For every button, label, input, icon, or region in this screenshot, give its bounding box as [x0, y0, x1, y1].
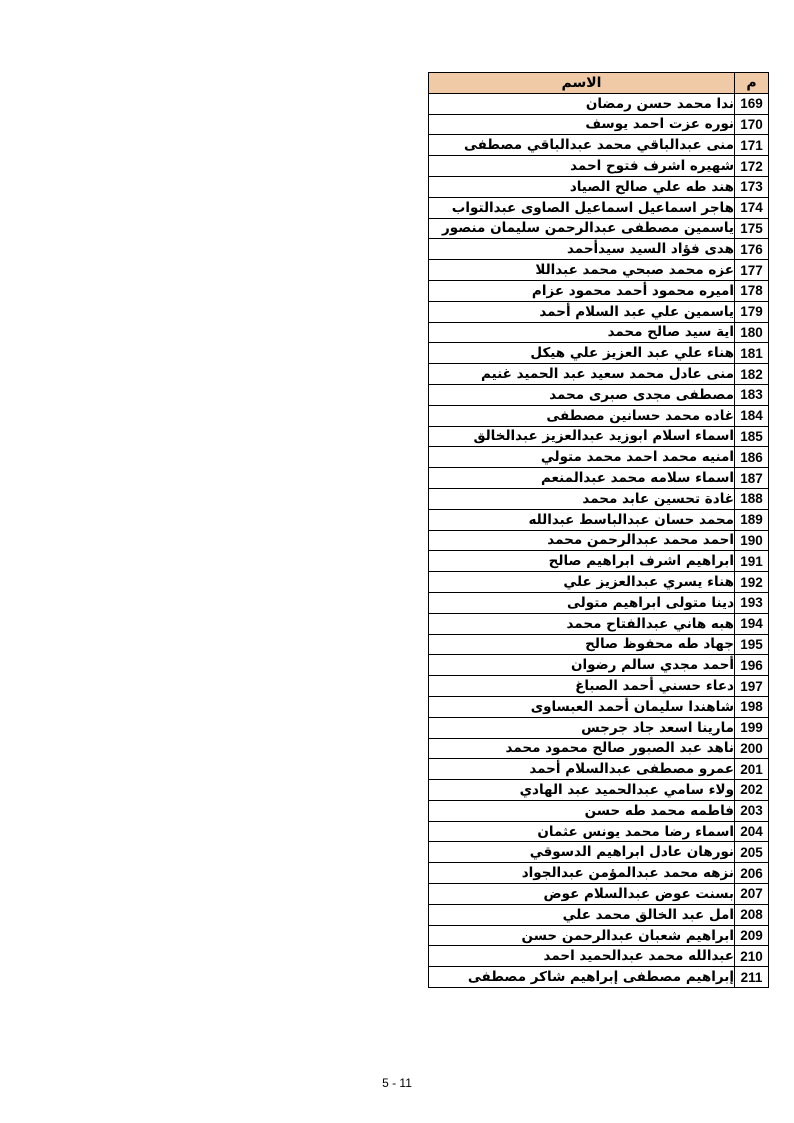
table-row — [429, 301, 769, 322]
table-row — [429, 904, 769, 925]
row-name: أحمد مجدي سالم رضوان — [429, 655, 735, 676]
row-name: مصطفى مجدى صبرى محمد — [429, 384, 735, 405]
header-row — [429, 73, 769, 94]
table-row — [429, 800, 769, 821]
row-name: دعاء حسني أحمد الصباغ — [429, 676, 735, 697]
table-row — [429, 384, 769, 405]
row-name: نزهه محمد عبدالمؤمن عبدالجواد — [429, 863, 735, 884]
row-name: اية سيد صالح محمد — [429, 322, 735, 343]
row-name: نورهان عادل ابراهيم الدسوقي — [429, 842, 735, 863]
table-row — [429, 572, 769, 593]
row-number: 183 — [735, 384, 769, 405]
row-name: غادة تحسين عابد محمد — [429, 488, 735, 509]
table-row — [429, 260, 769, 281]
row-name: ياسمين علي عبد السلام أحمد — [429, 301, 735, 322]
table-row — [429, 842, 769, 863]
row-number: 196 — [735, 655, 769, 676]
row-name: اسماء رضا محمد يونس عثمان — [429, 821, 735, 842]
row-number: 197 — [735, 676, 769, 697]
row-number: 173 — [735, 176, 769, 197]
row-name: دينا متولى ابراهيم متولى — [429, 592, 735, 613]
table-row — [429, 592, 769, 613]
row-name: عمرو مصطفى عبدالسلام أحمد — [429, 759, 735, 780]
table-row — [429, 114, 769, 135]
row-number: 204 — [735, 821, 769, 842]
row-number: 191 — [735, 551, 769, 572]
row-name: عبدالله محمد عبدالحميد احمد — [429, 946, 735, 967]
row-number: 172 — [735, 156, 769, 177]
row-number: 181 — [735, 343, 769, 364]
table-row — [429, 509, 769, 530]
page-number: 5 - 11 — [382, 1076, 412, 1090]
table-header — [429, 73, 769, 94]
row-name: عزه محمد صبحي محمد عبداللا — [429, 260, 735, 281]
row-name: غاده محمد حسانين مصطفى — [429, 405, 735, 426]
table-row — [429, 488, 769, 509]
row-number: 199 — [735, 717, 769, 738]
row-name: ولاء سامي عبدالحميد عبد الهادي — [429, 780, 735, 801]
row-number: 184 — [735, 405, 769, 426]
table-row — [429, 135, 769, 156]
row-number: 190 — [735, 530, 769, 551]
row-number: 182 — [735, 364, 769, 385]
row-name: ندا محمد حسن رمضان — [429, 93, 735, 114]
row-number: 170 — [735, 114, 769, 135]
row-name: امل عبد الخالق محمد علي — [429, 904, 735, 925]
row-name: هناء يسري عبدالعزيز علي — [429, 572, 735, 593]
row-number: 206 — [735, 863, 769, 884]
row-name: مارينا اسعد جاد جرجس — [429, 717, 735, 738]
table-row — [429, 613, 769, 634]
row-name: امنيه محمد احمد محمد متولي — [429, 447, 735, 468]
table-row — [429, 218, 769, 239]
row-name: إبراهيم مصطفى إبراهيم شاكر مصطفى — [429, 967, 735, 988]
table-row — [429, 884, 769, 905]
table-row — [429, 655, 769, 676]
table-row — [429, 322, 769, 343]
row-number: 207 — [735, 884, 769, 905]
table-row — [429, 738, 769, 759]
names-table — [428, 72, 769, 988]
row-name: محمد حسان عبدالباسط عبدالله — [429, 509, 735, 530]
row-name: اسماء اسلام ابوزيد عبدالعزيز عبدالخالق — [429, 426, 735, 447]
table-row — [429, 239, 769, 260]
row-number: 188 — [735, 488, 769, 509]
table-row — [429, 634, 769, 655]
table-row — [429, 176, 769, 197]
table-row — [429, 468, 769, 489]
row-name: هاجر اسماعيل اسماعيل الصاوى عبدالتواب — [429, 197, 735, 218]
row-name: منى عبدالباقي محمد عبدالباقي مصطفى — [429, 135, 735, 156]
row-number: 169 — [735, 93, 769, 114]
row-number: 192 — [735, 572, 769, 593]
row-name: هند طه علي صالح الصياد — [429, 176, 735, 197]
row-number: 208 — [735, 904, 769, 925]
row-name: اميره محمود أحمد محمود عزام — [429, 280, 735, 301]
row-number: 209 — [735, 925, 769, 946]
row-name: ابراهيم شعبان عبدالرحمن حسن — [429, 925, 735, 946]
table-row — [429, 967, 769, 988]
table-row — [429, 280, 769, 301]
table-row — [429, 343, 769, 364]
row-number: 177 — [735, 260, 769, 281]
row-number: 175 — [735, 218, 769, 239]
table-row — [429, 946, 769, 967]
row-number: 211 — [735, 967, 769, 988]
row-number: 179 — [735, 301, 769, 322]
table-row — [429, 780, 769, 801]
table-row — [429, 676, 769, 697]
row-number: 205 — [735, 842, 769, 863]
table-row — [429, 925, 769, 946]
table-body — [429, 93, 769, 987]
table-row — [429, 696, 769, 717]
row-name: هناء علي عبد العزيز علي هيكل — [429, 343, 735, 364]
row-name: بسنت عوض عبدالسلام عوض — [429, 884, 735, 905]
table-row — [429, 364, 769, 385]
header-name: الاسم — [429, 73, 735, 94]
table-row — [429, 197, 769, 218]
row-name: شهيره اشرف فتوح احمد — [429, 156, 735, 177]
row-number: 187 — [735, 468, 769, 489]
row-name: منى عادل محمد سعيد عبد الحميد غنيم — [429, 364, 735, 385]
table-row — [429, 447, 769, 468]
row-number: 186 — [735, 447, 769, 468]
table-row — [429, 530, 769, 551]
row-number: 178 — [735, 280, 769, 301]
table-row — [429, 426, 769, 447]
row-number: 194 — [735, 613, 769, 634]
table-row — [429, 551, 769, 572]
row-number: 189 — [735, 509, 769, 530]
row-number: 171 — [735, 135, 769, 156]
row-number: 200 — [735, 738, 769, 759]
row-name: ياسمين مصطفى عبدالرحمن سليمان منصور — [429, 218, 735, 239]
row-name: ابراهيم اشرف ابراهيم صالح — [429, 551, 735, 572]
header-number: م — [735, 73, 769, 94]
row-number: 198 — [735, 696, 769, 717]
row-name: جهاد طه محفوظ صالح — [429, 634, 735, 655]
row-number: 195 — [735, 634, 769, 655]
row-number: 203 — [735, 800, 769, 821]
row-name: شاهندا سليمان أحمد العبساوى — [429, 696, 735, 717]
row-name: اسماء سلامه محمد عبدالمنعم — [429, 468, 735, 489]
table-row — [429, 405, 769, 426]
row-number: 193 — [735, 592, 769, 613]
row-number: 174 — [735, 197, 769, 218]
table-row — [429, 863, 769, 884]
row-number: 201 — [735, 759, 769, 780]
row-name: هدى فؤاد السيد سيدأحمد — [429, 239, 735, 260]
row-number: 202 — [735, 780, 769, 801]
table-row — [429, 156, 769, 177]
table-row — [429, 717, 769, 738]
row-number: 185 — [735, 426, 769, 447]
table-row — [429, 93, 769, 114]
row-name: ناهد عبد الصبور صالح محمود محمد — [429, 738, 735, 759]
table-row — [429, 821, 769, 842]
row-name: احمد محمد عبدالرحمن محمد — [429, 530, 735, 551]
row-name: هبه هاني عبدالفتاح محمد — [429, 613, 735, 634]
row-number: 180 — [735, 322, 769, 343]
row-name: فاطمه محمد طه حسن — [429, 800, 735, 821]
row-name: نوره عزت احمد يوسف — [429, 114, 735, 135]
row-number: 176 — [735, 239, 769, 260]
table-row — [429, 759, 769, 780]
row-number: 210 — [735, 946, 769, 967]
